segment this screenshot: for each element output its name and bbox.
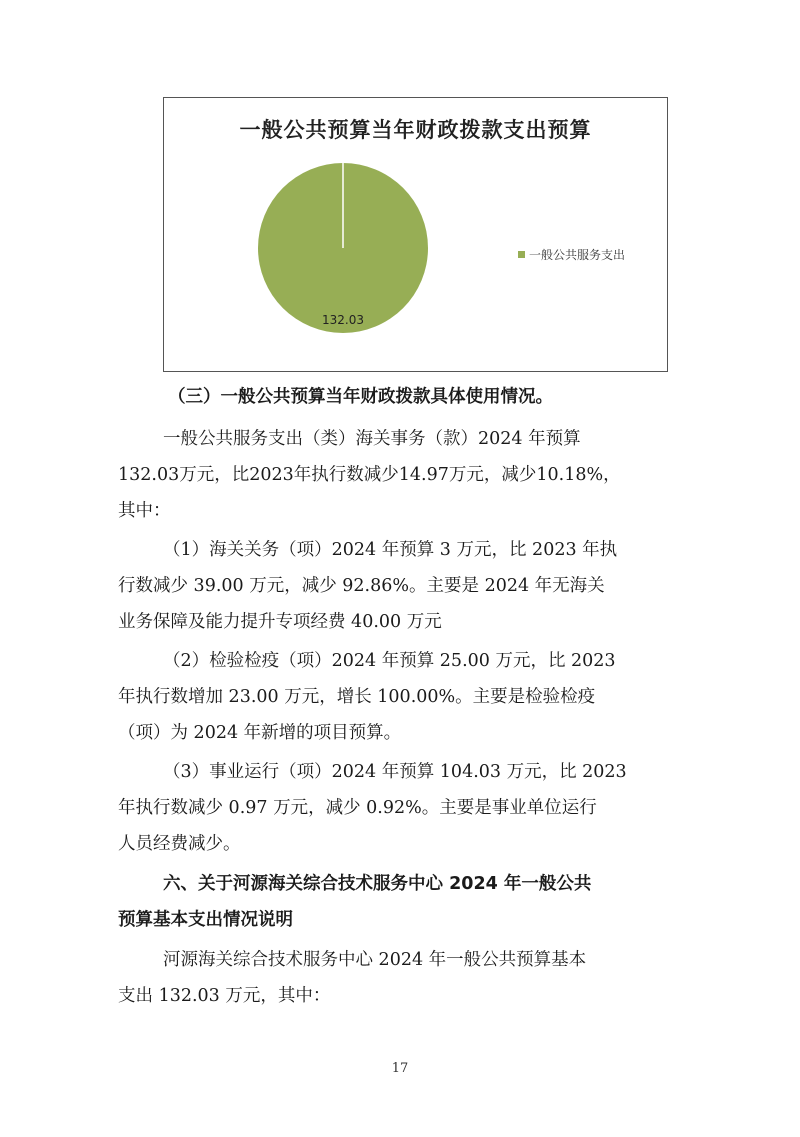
page-number: 17	[391, 1061, 409, 1076]
chart-canvas	[164, 98, 669, 373]
legend-label: 一般公共服务支出	[529, 248, 626, 262]
paragraph-line: 河源海关综合技术服务中心 2024 年一般公共预算基本	[163, 950, 587, 970]
paragraph-line: 其中：	[118, 501, 171, 521]
paragraph-line: 年执行数减少 0.97 万元，减少 0.92%。主要是事业单位运行	[118, 798, 597, 818]
section-heading: 六、关于河源海关综合技术服务中心 2024 年一般公共	[163, 874, 592, 894]
section-heading: 预算基本支出情况说明	[118, 910, 293, 930]
paragraph-line: （1）海关关务（项）2024 年预算 3 万元，比 2023 年执	[163, 540, 618, 560]
paragraph-line: （3）事业运行（项）2024 年预算 104.03 万元，比 2023	[163, 762, 627, 782]
pie-data-label: 132.03	[322, 313, 364, 327]
paragraph-line: 行数减少 39.00 万元，减少 92.86%。主要是 2024 年无海关	[118, 576, 605, 596]
chart-title: 一般公共预算当年财政拨款支出预算	[239, 118, 592, 142]
paragraph-line: （项）为 2024 年新增的项目预算。	[118, 723, 402, 743]
legend-swatch	[518, 251, 525, 258]
paragraph-line: 年执行数增加 23.00 万元，增长 100.00%。主要是检验检疫	[118, 687, 596, 707]
paragraph-line: 132.03万元，比2023年执行数减少14.97万元，减少10.18%，	[118, 465, 621, 485]
section-heading: （三）一般公共预算当年财政拨款具体使用情况。	[168, 387, 553, 407]
chart-legend	[518, 246, 625, 263]
paragraph-line: 支出 132.03 万元，其中：	[118, 986, 331, 1006]
paragraph-line: 业务保障及能力提升专项经费 40.00 万元	[118, 612, 442, 632]
pie-chart	[163, 97, 668, 372]
paragraph-line: 人员经费减少。	[118, 834, 241, 854]
paragraph-line: 一般公共服务支出（类）海关事务（款）2024 年预算	[163, 429, 581, 449]
paragraph-line: （2）检验检疫（项）2024 年预算 25.00 万元，比 2023	[163, 651, 616, 671]
